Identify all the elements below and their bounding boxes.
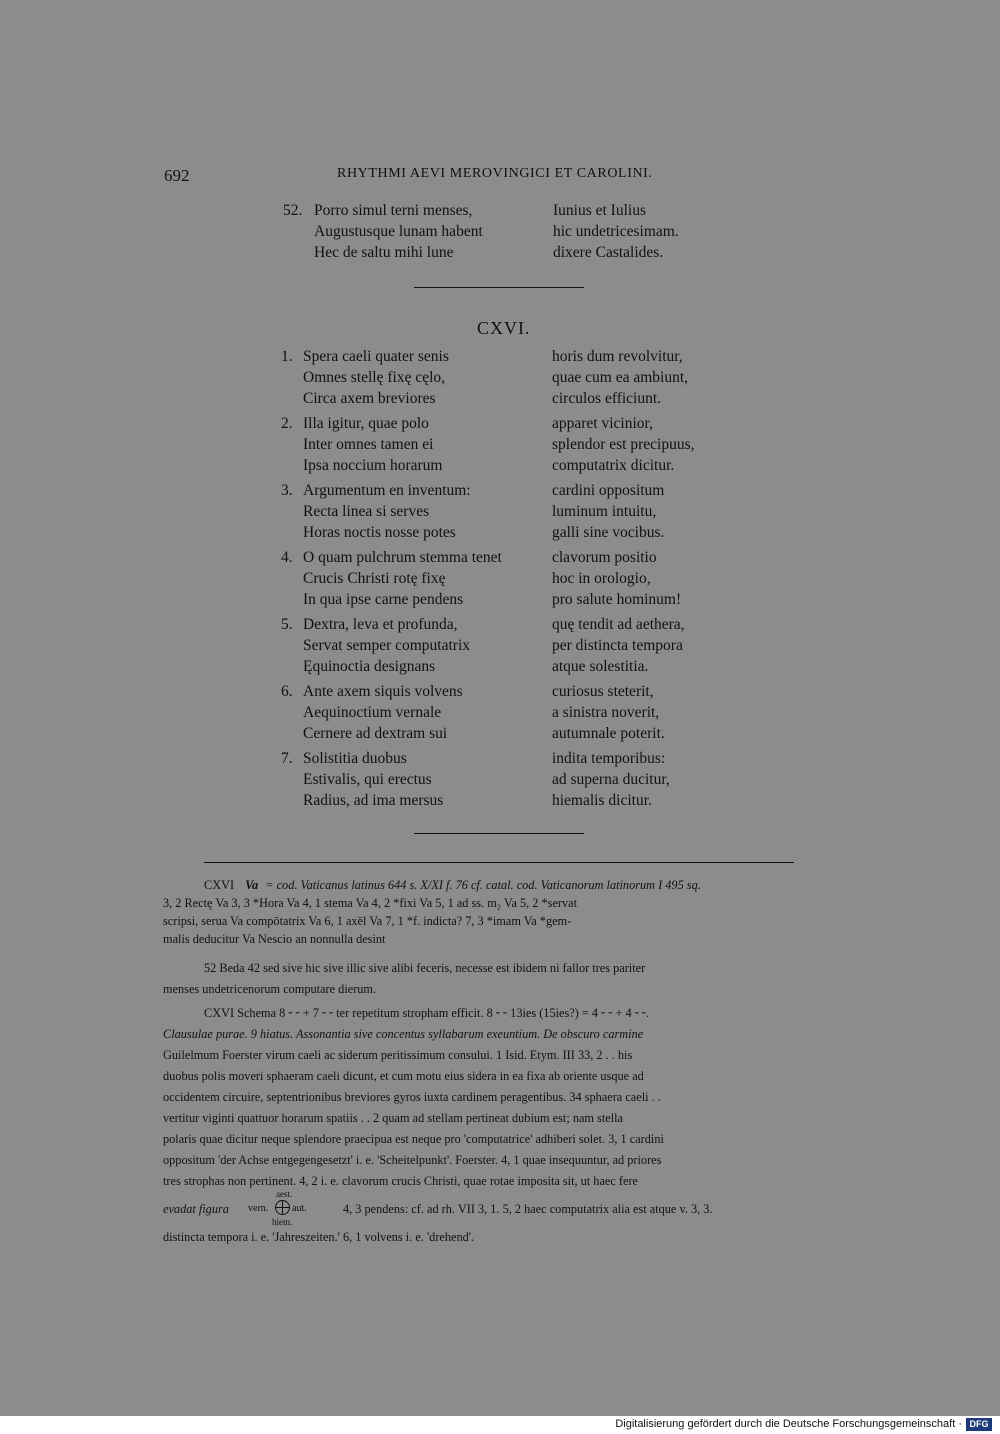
verse-right: hoc in orologio, [552,570,651,587]
stanza-number: 1. [281,348,293,365]
verse-right: splendor est precipuus, [552,436,695,453]
verse-left: Ipsa noccium horarum [303,457,443,474]
commentary-line: polaris quae dicitur neque splendore praecipua est neque pro 'computatrice' adhiberi solet. 3, 1 cardini [163,1132,664,1146]
verse-right: indita temporibus: [552,750,666,767]
verse-right: per distincta tempora [552,637,683,654]
verse-right: computatrix dicitur. [552,457,675,474]
apparatus-rule [204,862,794,863]
verse-left: Aequinoctium vernale [303,704,442,721]
commentary-line: Clausulae purae. 9 hiatus. Assonantia sive concentus syllabarum exeuntium. De obscuro carmine [163,1027,644,1041]
verse-left: Illa igitur, quae polo [303,415,429,432]
divider-rule [414,833,584,834]
verse-left: Ęquinoctia designans [303,658,436,675]
commentary-line: vertitur viginti quattuor horarum spatiis . . 2 quam ad stellam pertineat dubium est; nam stella [163,1111,624,1125]
commentary-line: evadat figura [163,1202,229,1216]
commentary-line: menses undetricenorum computare dierum. [163,982,377,996]
verse-left: Argumentum en inventum: [303,482,471,499]
dfg-logo-icon: DFG [966,1418,992,1431]
figure-label-bottom: hiem. [272,1217,293,1227]
commentary-line: 4, 3 pendens: cf. ad rh. VII 3, 1. 5, 2 haec computatrix alia est atque v. 3, 3. [343,1202,713,1216]
verse-right: autumnale poterit. [552,725,665,742]
verse-left: Dextra, leva et profunda, [303,616,458,633]
verse-left: Inter omnes tamen ei [303,436,434,453]
commentary-line: 52 Beda 42 sed sive hic sive illic sive alibi feceris, necesse est ibidem ni fallor tres pariter [204,961,646,975]
verse-left: Hec de saltu mihi lune [314,244,454,261]
verse-right: clavorum positio [552,549,657,566]
verse-left: Recta linea si serves [303,503,430,520]
verse-right: galli sine vocibus. [552,524,665,541]
verse-right: horis dum revolvitur, [552,348,683,365]
verse-right: apparet vicinior, [552,415,653,432]
apparatus-line: 3, 2 Rectę Va 3, 3 *Hora Va 4, 1 stema Va 4, 2 *fixi Va 5, 1 ad ss. m₂ Va 5, 2 *servat [163,896,578,910]
figure-label-top: aest. [276,1189,293,1199]
verse-right: quae cum ea ambiunt, [552,369,689,386]
apparatus-text: = cod. Vaticanus latinus 644 s. X/XI f. 76 cf. catal. cod. Vaticanorum latinorum I 495 sq. [265,878,701,892]
apparatus-line: scripsi, serua Va compōtatrix Va 6, 1 axēl Va 7, 1 *f. indicta? 7, 3 *imam Va *gem- [163,914,572,928]
stanza-number: 4. [281,549,293,566]
stanza-number: 2. [281,415,293,432]
commentary-line: occidentem circuire, septentrionibus breviores gyros iuxta cardinem peragentibus. 34 sphaera caeli . . [163,1090,661,1104]
commentary-line: CXVI Schema 8 ⏑ ⏑ + 7 ⏑ ⏑ ter repetitum stropham efficit. 8 ⏑ ⏑ 13ies (15ies?) = 4 ⏑ ⏑ + 4 ⏑ ⏑. [204,1006,650,1020]
verse-left: Omnes stellę fixę cęlo, [303,369,446,386]
verse-left: Servat semper computatrix [303,637,471,654]
verse-left: Cernere ad dextram sui [303,725,448,742]
verse-right: dixere Castalides. [553,244,664,261]
verse-right: curiosus steterit, [552,683,654,700]
verse-left: Crucis Christi rotę fixę [303,570,446,587]
verse-right: hiemalis dicitur. [552,792,652,809]
verse-right: pro salute hominum! [552,591,682,608]
apparatus-codex: Va [245,878,259,892]
verse-left: Ante axem siquis volvens [303,683,463,700]
verse-right: circulos efficiunt. [552,390,662,407]
verse-right: cardini oppositum [552,482,665,499]
stanza-number: 5. [281,616,293,633]
verse-right: hic undetricesimam. [553,223,679,240]
commentary-line: Guilelmum Foerster virum caeli ac siderum peritissimum consului. 1 Isid. Etym. III 33, 2 . . his [163,1048,633,1062]
verse-left: Estivalis, qui erectus [303,771,432,788]
verse-left: Horas noctis nosse potes [303,524,456,541]
cross-circle-icon [275,1200,290,1215]
figure-label-right: aut. [292,1203,307,1214]
stanza-number: 7. [281,750,293,767]
verse-left: Solistitia duobus [303,750,407,767]
stanza-number: 3. [281,482,293,499]
commentary-line: distincta tempora i. e. 'Jahreszeiten.' 6, 1 volvens i. e. 'drehend'. [163,1230,475,1244]
commentary-line: tres strophas non pertinent. 4, 2 i. e. clavorum crucis Christi, quae rotae imposita sit, ut haec fere [163,1174,639,1188]
commentary-line: duobus polis moveri sphaeram caeli dicunt, et cum motu eius sidera in ea fixa ab oriente usque ad [163,1069,644,1083]
verse-right: luminum intuitu, [552,503,657,520]
verse-left: In qua ipse carne pendens [303,591,464,608]
verse-left: Porro simul terni menses, [314,202,473,219]
apparatus-line: malis deducitur Va Nescio an nonnulla desint [163,932,386,946]
verse-left: Circa axem breviores [303,390,436,407]
verse-right: Iunius et Iulius [553,202,646,219]
figure-label-left: vern. [248,1203,269,1214]
stanza-number: 52. [283,202,303,219]
page-number: 692 [164,166,190,185]
verse-left: O quam pulchrum stemma tenet [303,549,502,566]
verse-right: ad superna ducitur, [552,771,670,788]
footer-credit: Digitalisierung gefördert durch die Deutsche Forschungsgemeinschaft · [615,1418,962,1430]
apparatus-line [204,879,701,891]
running-title: RHYTHMI AEVI MEROVINGICI ET CAROLINI. [337,166,653,181]
divider-rule [414,287,584,288]
verse-right: a sinistra noverit, [552,704,660,721]
verse-left: Spera caeli quater senis [303,348,449,365]
verse-right: quę tendit ad aethera, [552,616,685,633]
verse-right: atque solestitia. [552,658,649,675]
stanza-number: 6. [281,683,293,700]
verse-left: Augustusque lunam habent [314,223,483,240]
verse-left: Radius, ad ima mersus [303,792,444,809]
section-title: CXVI. [477,318,531,338]
apparatus-siglum: CXVI [204,878,235,892]
commentary-line: oppositum 'der Achse entgegengesetzt' i. e. 'Scheitelpunkt'. Foerster. 4, 1 quae insequuntur, ad priores [163,1153,662,1167]
